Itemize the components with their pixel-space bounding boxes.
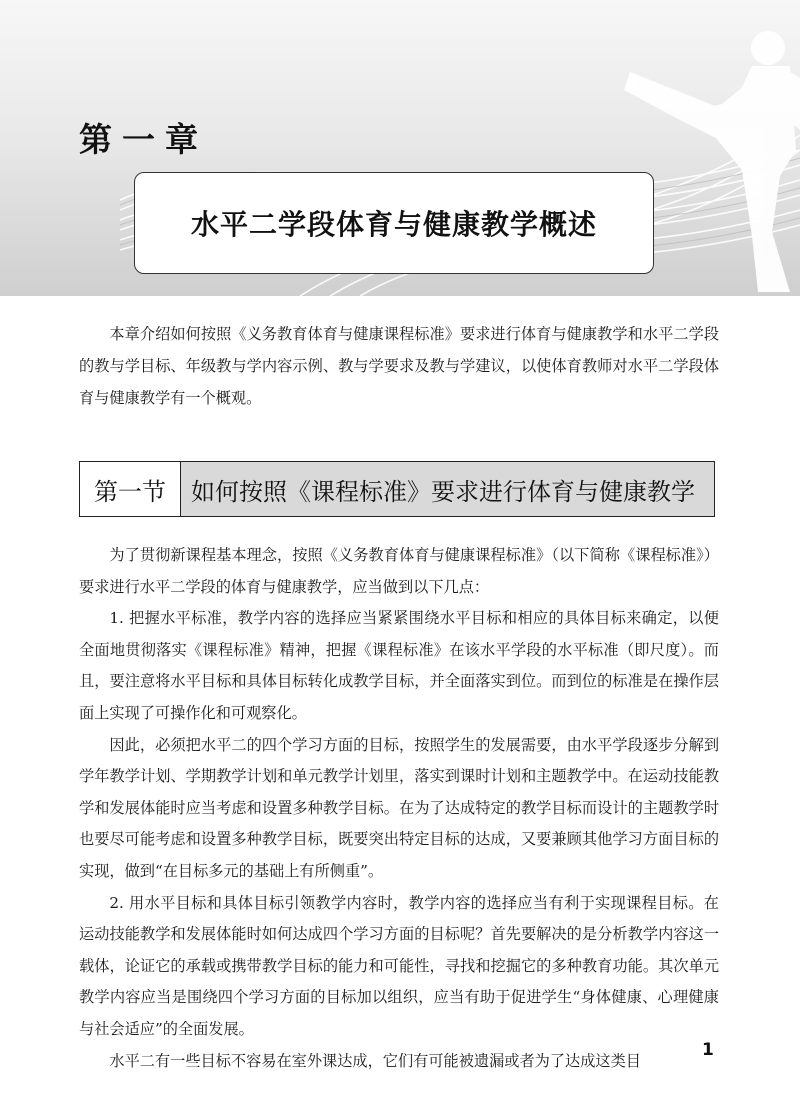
body-paragraph: 水平二有一些目标不容易在室外课达成，它们有可能被遗漏或者为了达成这类目 bbox=[109, 1051, 641, 1070]
body-paragraph: 1. 把握水平标准，教学内容的选择应当紧紧围绕水平目标和相应的具体目标来确定，以便全面地贯彻落实《课程标准》精神，把握《课程标准》在该水平学段的水平标准（即尺度）。而且，要注意将水平目标和具体目标转化成教学目标，并全面落实到位。而到位的标准是在操作层面上实现了可操作化和可观察化。 bbox=[79, 609, 719, 722]
body-paragraph: 2. 用水平目标和具体目标引领教学内容时，教学内容的选择应当有利于实现课程目标。在运动技能教学和发展体能时如何达成四个学习方面的目标呢？首先要解决的是分析教学内容这一载体，论证它的承载或携带教学目标的能力和可能性，寻找和挖掘它的多种教育功能。其次单元教学内容应当是围绕四个学习方面的目标加以组织，应当有助于促进学生“身体健康、心理健康与社会适应”的全面发展。 bbox=[79, 893, 719, 1038]
section-title: 如何按照《课程标准》要求进行体育与健康教学 bbox=[181, 462, 714, 516]
section-number: 第一节 bbox=[80, 462, 181, 516]
section-heading bbox=[79, 461, 715, 517]
body-paragraph: 为了贯彻新课程基本理念，按照《义务教育体育与健康课程标准》（以下简称《课程标准》）要求进行水平二学段的体育与健康教学，应当做到以下几点： bbox=[79, 546, 719, 596]
page-number: 1 bbox=[702, 1040, 714, 1060]
body-paragraph: 因此，必须把水平二的四个学习方面的目标，按照学生的发展需要，由水平学段逐步分解到学年教学计划、学期教学计划和单元教学计划里，落实到课时计划和主题教学中。在运动技能教学和发展体能时应当考虑和设置多种教学目标。在为了达成特定的教学目标而设计的主题教学时也要尽可能考虑和设置多种教学目标，既要突出特定目标的达成，又要兼顾其他学习方面目标的实现，做到“在目标多元的基础上有所侧重”。 bbox=[79, 735, 719, 880]
chapter-label: 第一章 bbox=[79, 120, 208, 159]
chapter-title-box bbox=[134, 172, 654, 274]
chapter-title: 水平二学段体育与健康教学概述 bbox=[190, 208, 597, 241]
section-body bbox=[79, 540, 719, 1077]
chapter-intro: 本章介绍如何按照《义务教育体育与健康课程标准》要求进行体育与健康教学和水平二学段的教与学目标、年级教与学内容示例、教与学要求及教与学建议，以使体育教师对水平二学段体育与健康教学有一个概观。 bbox=[79, 325, 719, 407]
